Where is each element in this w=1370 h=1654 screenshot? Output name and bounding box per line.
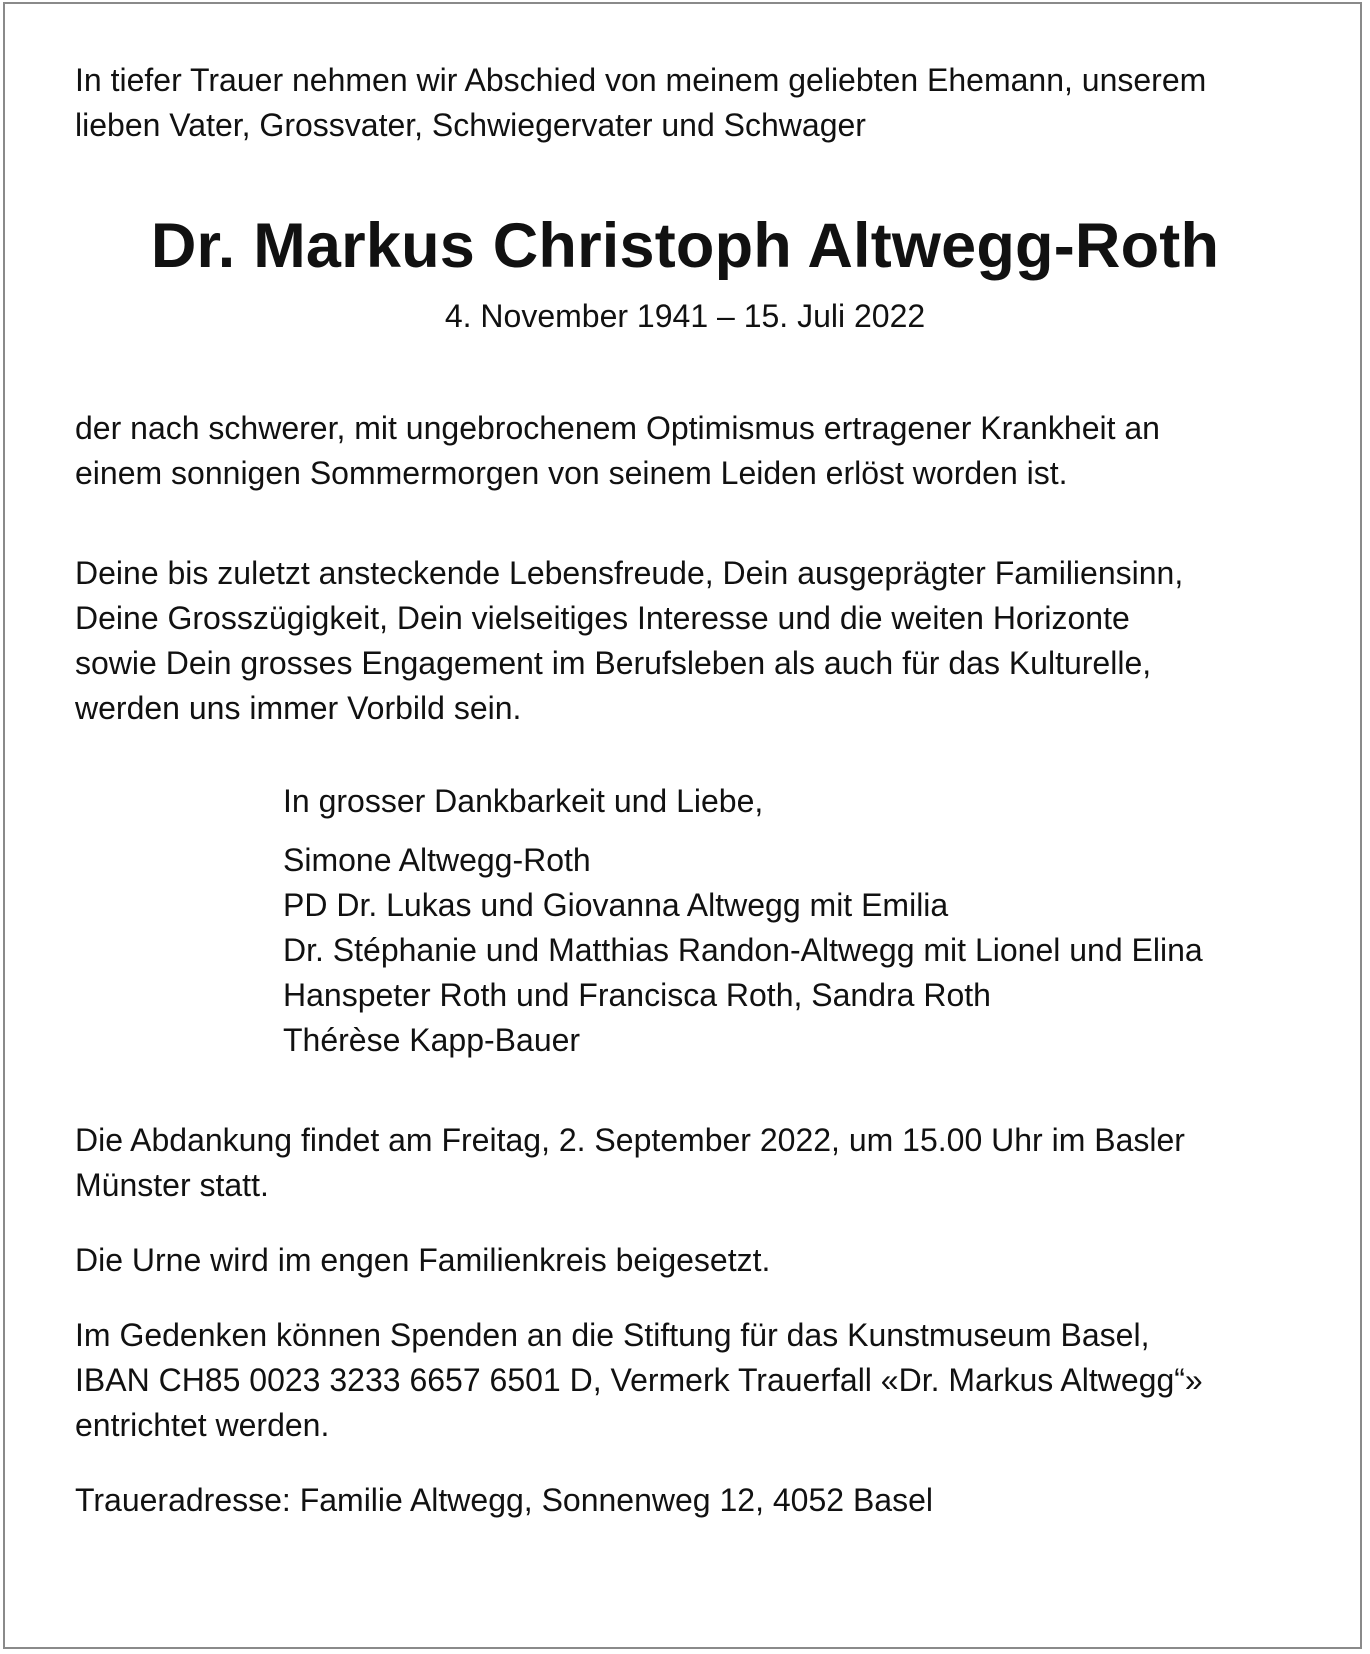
donation-line: Im Gedenken können Spenden an die Stiftung für das Kunstmuseum Basel, [75, 1317, 1150, 1353]
service-paragraph [75, 1118, 1295, 1208]
mourner-name: Hanspeter Roth und Francisca Roth, Sandra Roth [283, 977, 991, 1013]
tribute-paragraph [75, 551, 1295, 731]
mourner-name: Dr. Stéphanie und Matthias Randon-Altwegg mit Lionel und Elina [283, 932, 1203, 968]
death-line: einem sonnigen Sommermorgen von seinem Leiden erlöst worden ist. [75, 455, 1068, 491]
donation-line: entrichtet werden. [75, 1407, 330, 1443]
death-paragraph [75, 406, 1295, 496]
mourner-name: Simone Altwegg-Roth [283, 842, 591, 878]
service-line: Die Abdankung findet am Freitag, 2. September 2022, um 15.00 Uhr im Basler [75, 1122, 1185, 1158]
intro-line: lieben Vater, Grossvater, Schwiegervater und Schwager [75, 107, 866, 143]
obituary-notice [75, 58, 1295, 1523]
mourner-name: Thérèse Kapp-Bauer [283, 1022, 581, 1058]
service-line: Münster statt. [75, 1167, 269, 1203]
mourner-name: PD Dr. Lukas und Giovanna Altwegg mit Emilia [283, 887, 949, 923]
signature-block [283, 779, 1295, 1063]
tribute-line: werden uns immer Vorbild sein. [75, 690, 522, 726]
tribute-line: sowie Dein grosses Engagement im Berufsleben als auch für das Kulturelle, [75, 645, 1152, 681]
deceased-name: Dr. Markus Christoph Altwegg-Roth [150, 211, 1220, 281]
tribute-line: Deine bis zuletzt ansteckende Lebensfreude, Dein ausgeprägter Familiensinn, [75, 555, 1184, 591]
intro-line: In tiefer Trauer nehmen wir Abschied von meinem geliebten Ehemann, unserem [75, 62, 1207, 98]
life-dates: 4. November 1941 – 15. Juli 2022 [444, 298, 926, 334]
urn-paragraph: Die Urne wird im engen Familienkreis beigesetzt. [75, 1242, 771, 1278]
donation-line: IBAN CH85 0023 3233 6657 6501 D, Vermerk Trauerfall «Dr. Markus Altwegg“» [75, 1362, 1203, 1398]
tribute-line: Deine Grosszügigkeit, Dein vielseitiges Interesse und die weiten Horizonte [75, 600, 1130, 636]
intro-paragraph [75, 58, 1295, 148]
donation-paragraph [75, 1313, 1295, 1448]
mourning-address: Traueradresse: Familie Altwegg, Sonnenweg 12, 4052 Basel [75, 1482, 933, 1518]
signature-greeting: In grosser Dankbarkeit und Liebe, [283, 783, 764, 819]
death-line: der nach schwerer, mit ungebrochenem Optimismus ertragener Krankheit an [75, 410, 1160, 446]
